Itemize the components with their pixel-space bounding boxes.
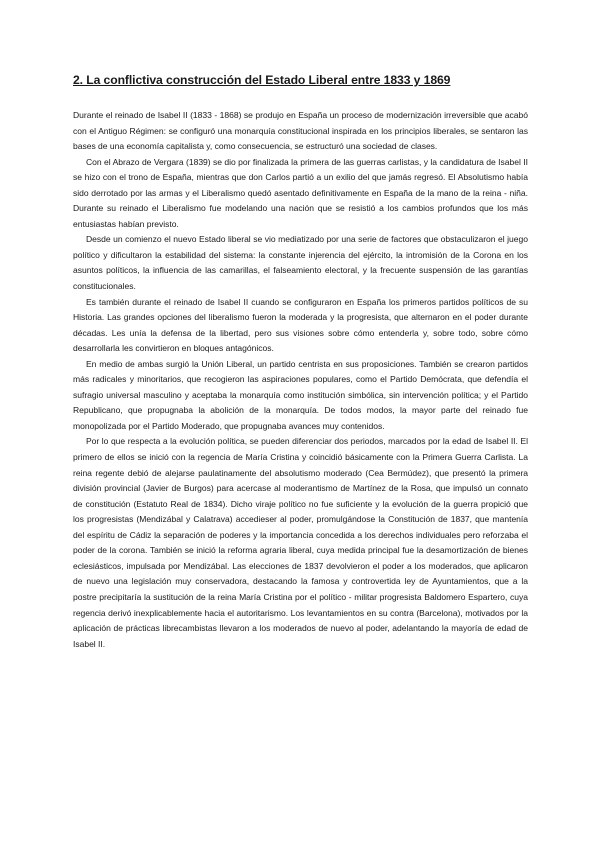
paragraph-vergara: Con el Abrazo de Vergara (1839) se dio por finalizada la primera de las guerras carlistas, y la candidatura de Isabel II se hizo con el trono de España, mientras que don Carlos partió a un exilio del que jamás regresó. El Absolutismo había sido derrotado por las armas y el Liberalismo quedó asentado definitivamente en España de la mano de la reina - niña. Durante su reinado el Liberalismo fue modelando una nación que se resistió a los cambios profundos que los más entusiastas habían previsto. xyxy=(73,156,528,229)
paragraph-union-liberal: En medio de ambas surgió la Unión Liberal, un partido centrista en sus proposiciones. También se crearon partidos más radicales y minoritarios, que recogieron las aspiraciones populares, como el Partido Demócrata, que defendía el sufragio universal masculino y aceptaba la monarquía como institución simbólica, sin intervención política; y el Partido Republicano, que propugnaba la abolición de la monarquía. De todos modos, la mayor parte del reinado fue monopolizada por el Partido Moderado, que propugnaba avances muy contenidos. xyxy=(73,358,528,431)
paragraph-intro: Durante el reinado de Isabel II (1833 - 1868) se produjo en España un proceso de modernización irreversible que acabó con el Antiguo Régimen: se configuró una monarquía constitucional inspirada en los principios liberales, se sentaron las bases de una economía capitalista y, como consecuencia, se estructuró una sociedad de clases. xyxy=(73,110,528,152)
section-heading: 2. La conflictiva construcción del Estado Liberal entre 1833 y 1869 xyxy=(73,73,451,87)
paragraph-estado-liberal: Desde un comienzo el nuevo Estado liberal se vio mediatizado por una serie de factores que obstaculizaron el juego político y dificultaron la estabilidad del sistema: la constante injerencia del ejército, la intromisión de la Corona en los asuntos políticos, la influencia de las camarillas, el falseamiento electoral, y la frecuente suspensión de las garantías constitucionales. xyxy=(73,234,528,292)
document-page xyxy=(73,72,528,652)
paragraph-evolucion-politica: Por lo que respecta a la evolución política, se pueden diferenciar dos periodos, marcados por la edad de Isabel II. El primero de ellos se inició con la regencia de María Cristina y coincidió básicamente con la Primera Guerra Carlista. La reina regente debió de alejarse paulatinamente del absolutismo moderado (Cea Bermúdez), que presentó la primera división provincial (Javier de Burgos) para acercase al moderantismo de Martínez de la Rosa, que impulsó un connato de constitución (Estatuto Real de 1834). Dicho viraje político no fue suficiente y la evolución de la guerra propició que los progresistas (Mendizábal y Calatrava) accedieser al poder, promulgándose la Constitución de 1837, que mantenía del espíritu de Cádiz la separación de poderes y la importancia concedida a los derechos individuales pero reforzaba el poder de la corona. También se inició la reforma agraria liberal, cuya medida principal fue la desamortización de bienes eclesiásticos, impulsada por Mendizábal. Las elecciones de 1837 devolvieron el poder a los moderados, que aplicaron de nuevo una legislación muy conservadora, destacando la famosa y controvertida ley de Ayuntamientos, que a la postre precipitaría la sustitución de la reina María Cristina por el político - militar progresista Baldomero Espartero, cuya regencia derivó inexplicablemente hacia el autoritarismo. Los levantamientos en su contra (Barcelona), motivados por la aplicación de prácticas librecambistas llevaron a los moderados de nuevo al poder, adelantando la mayoría de edad de Isabel II. xyxy=(73,436,528,649)
paragraph-partidos: Es también durante el reinado de Isabel II cuando se configuraron en España los primeros partidos políticos de su Historia. Las grandes opciones del liberalismo fueron la moderada y la progresista, que alternaron en el poder durante décadas. Les unía la defensa de la libertad, pero sus visiones sobre cómo entenderla y, sobre todo, sobre cómo desarrollarla les convirtieron en bloques antagónicos. xyxy=(73,296,528,354)
